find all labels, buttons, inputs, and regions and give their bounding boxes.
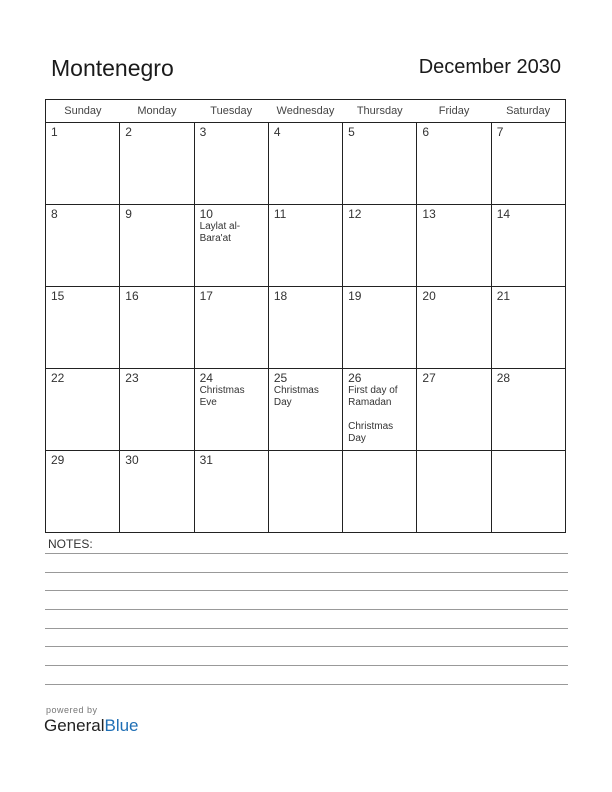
week-row	[46, 123, 566, 205]
day-cell	[343, 205, 417, 287]
brand-blue: Blue	[104, 716, 139, 735]
notes-line	[45, 628, 568, 629]
day-cell	[46, 205, 120, 287]
powered-by-text: powered by	[46, 705, 98, 715]
day-number: 16	[125, 289, 139, 303]
notes-line	[45, 609, 568, 610]
notes-line	[45, 684, 568, 685]
notes-line	[45, 553, 568, 554]
notes-line	[45, 572, 568, 573]
day-number: 6	[422, 125, 430, 139]
day-cell	[491, 205, 565, 287]
day-number: 29	[51, 453, 65, 467]
day-number: 3	[199, 125, 207, 139]
month-title: December 2030	[418, 56, 561, 78]
day-cell	[194, 205, 268, 287]
day-number: 2	[125, 125, 132, 139]
weekday-thursday: Thursday	[343, 100, 417, 123]
weekday-wednesday: Wednesday	[268, 100, 342, 123]
day-number: 17	[199, 289, 213, 303]
day-cell	[417, 205, 491, 287]
day-number: 14	[496, 207, 511, 221]
day-number: 21	[496, 289, 511, 303]
week-row	[46, 369, 566, 451]
day-number: 5	[348, 125, 355, 139]
day-cell	[343, 287, 417, 369]
holiday-label: Laylat al-Bara'at	[199, 221, 241, 244]
holiday-label: Christmas Day	[348, 421, 394, 444]
day-number: 28	[496, 371, 511, 385]
brand-general: General	[44, 716, 105, 735]
calendar-body	[46, 123, 566, 533]
weekday-sunday: Sunday	[46, 100, 120, 123]
day-number: 26	[348, 371, 362, 385]
day-number: 31	[199, 453, 213, 467]
day-number: 24	[199, 371, 213, 385]
day-cell	[268, 287, 342, 369]
weekday-header-row	[46, 100, 566, 123]
day-number: 19	[348, 289, 362, 303]
week-row	[46, 451, 566, 533]
weekday-tuesday: Tuesday	[194, 100, 268, 123]
day-cell	[194, 451, 268, 533]
day-number: 20	[422, 289, 436, 303]
day-cell	[268, 451, 342, 533]
country-title: Montenegro	[51, 55, 174, 81]
day-number: 11	[273, 207, 287, 221]
day-cell	[268, 123, 342, 205]
day-number: 9	[125, 207, 132, 221]
day-cell	[120, 287, 194, 369]
day-number: 15	[51, 289, 65, 303]
day-cell	[120, 451, 194, 533]
day-cell	[491, 123, 565, 205]
notes-line	[45, 646, 568, 647]
day-cell	[343, 451, 417, 533]
day-cell	[491, 451, 565, 533]
day-cell	[268, 369, 342, 451]
day-number: 4	[273, 125, 281, 139]
holiday-label: Christmas Eve	[199, 385, 245, 408]
day-number: 13	[422, 207, 436, 221]
day-cell	[46, 451, 120, 533]
day-cell	[46, 123, 120, 205]
notes-line	[45, 665, 568, 666]
generalblue-logo	[44, 716, 139, 736]
day-cell	[194, 123, 268, 205]
day-cell	[120, 369, 194, 451]
day-cell	[194, 287, 268, 369]
calendar-grid	[45, 99, 566, 533]
day-cell	[343, 369, 417, 451]
day-cell	[120, 123, 194, 205]
day-number: 18	[273, 289, 288, 303]
day-cell	[120, 205, 194, 287]
day-cell	[491, 287, 565, 369]
notes-label: NOTES:	[48, 537, 93, 551]
weekday-saturday: Saturday	[491, 100, 565, 123]
holiday-label: Christmas Day	[273, 385, 319, 408]
holiday-label: First day of Ramadan	[348, 385, 398, 408]
weekday-monday: Monday	[120, 100, 194, 123]
day-number: 1	[51, 125, 58, 139]
weekday-friday: Friday	[417, 100, 491, 123]
day-cell	[417, 287, 491, 369]
day-number: 22	[51, 371, 65, 385]
day-number: 30	[125, 453, 139, 467]
week-row	[46, 205, 566, 287]
week-row	[46, 287, 566, 369]
day-cell	[194, 369, 268, 451]
day-number: 23	[125, 371, 139, 385]
day-cell	[491, 369, 565, 451]
day-cell	[417, 369, 491, 451]
day-number: 10	[199, 207, 213, 221]
notes-line	[45, 590, 568, 591]
day-number: 12	[348, 207, 362, 221]
day-cell	[343, 123, 417, 205]
day-cell	[46, 369, 120, 451]
day-cell	[46, 287, 120, 369]
day-number: 8	[51, 207, 58, 221]
day-number: 27	[422, 371, 436, 385]
day-cell	[417, 451, 491, 533]
day-cell	[417, 123, 491, 205]
day-number: 7	[496, 125, 504, 139]
day-cell	[268, 205, 342, 287]
day-number: 25	[273, 371, 288, 385]
